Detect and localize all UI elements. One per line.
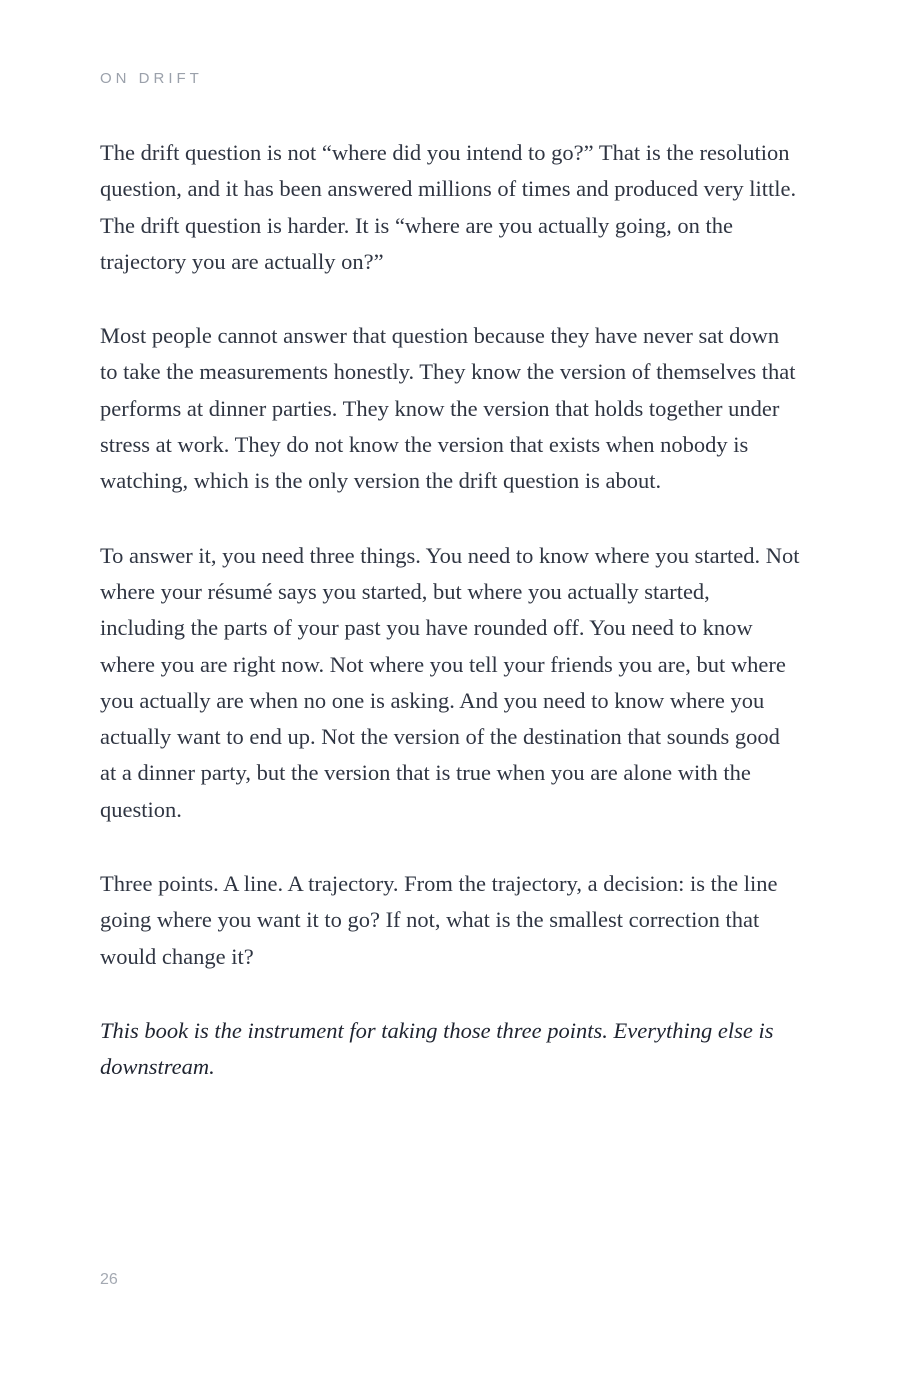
paragraph: The drift question is not “where did you intend to go?” That is the resolution question, and it has been answered millions of times and produced very little. The drift question is harder. It is “where are you actually going, on the trajectory you are actually on?”: [100, 140, 797, 274]
closing-statement: This book is the instrument for taking those three points. Everything else is downstream.: [100, 1017, 774, 1080]
paragraph: To answer it, you need three things. You need to know where you started. Not where your résumé says you started, but where you actually started, including the parts of your past you have rounded off. You need to know where you are right now. Not where you tell your friends you are, but where you actually are when no one is asking. And you need to know where you actually want to end up. Not the version of the destination that sounds good at a dinner party, but the version that is true when you are alone with the question.: [100, 542, 800, 822]
paragraph: Most people cannot answer that question because they have never sat down to take the measurements honestly. They know the version of themselves that performs at dinner parties. They know the version that holds together under stress at work. They do not know the version that exists when nobody is watching, which is the only version the drift question is about.: [100, 323, 796, 494]
chapter-body: [100, 135, 800, 1124]
paragraph: Three points. A line. A trajectory. From the trajectory, a decision: is the line going where you want it to go? If not, what is the smallest correction that would change it?: [100, 871, 778, 969]
running-head: ON DRIFT: [100, 70, 203, 87]
page-number: 26: [100, 1271, 118, 1288]
